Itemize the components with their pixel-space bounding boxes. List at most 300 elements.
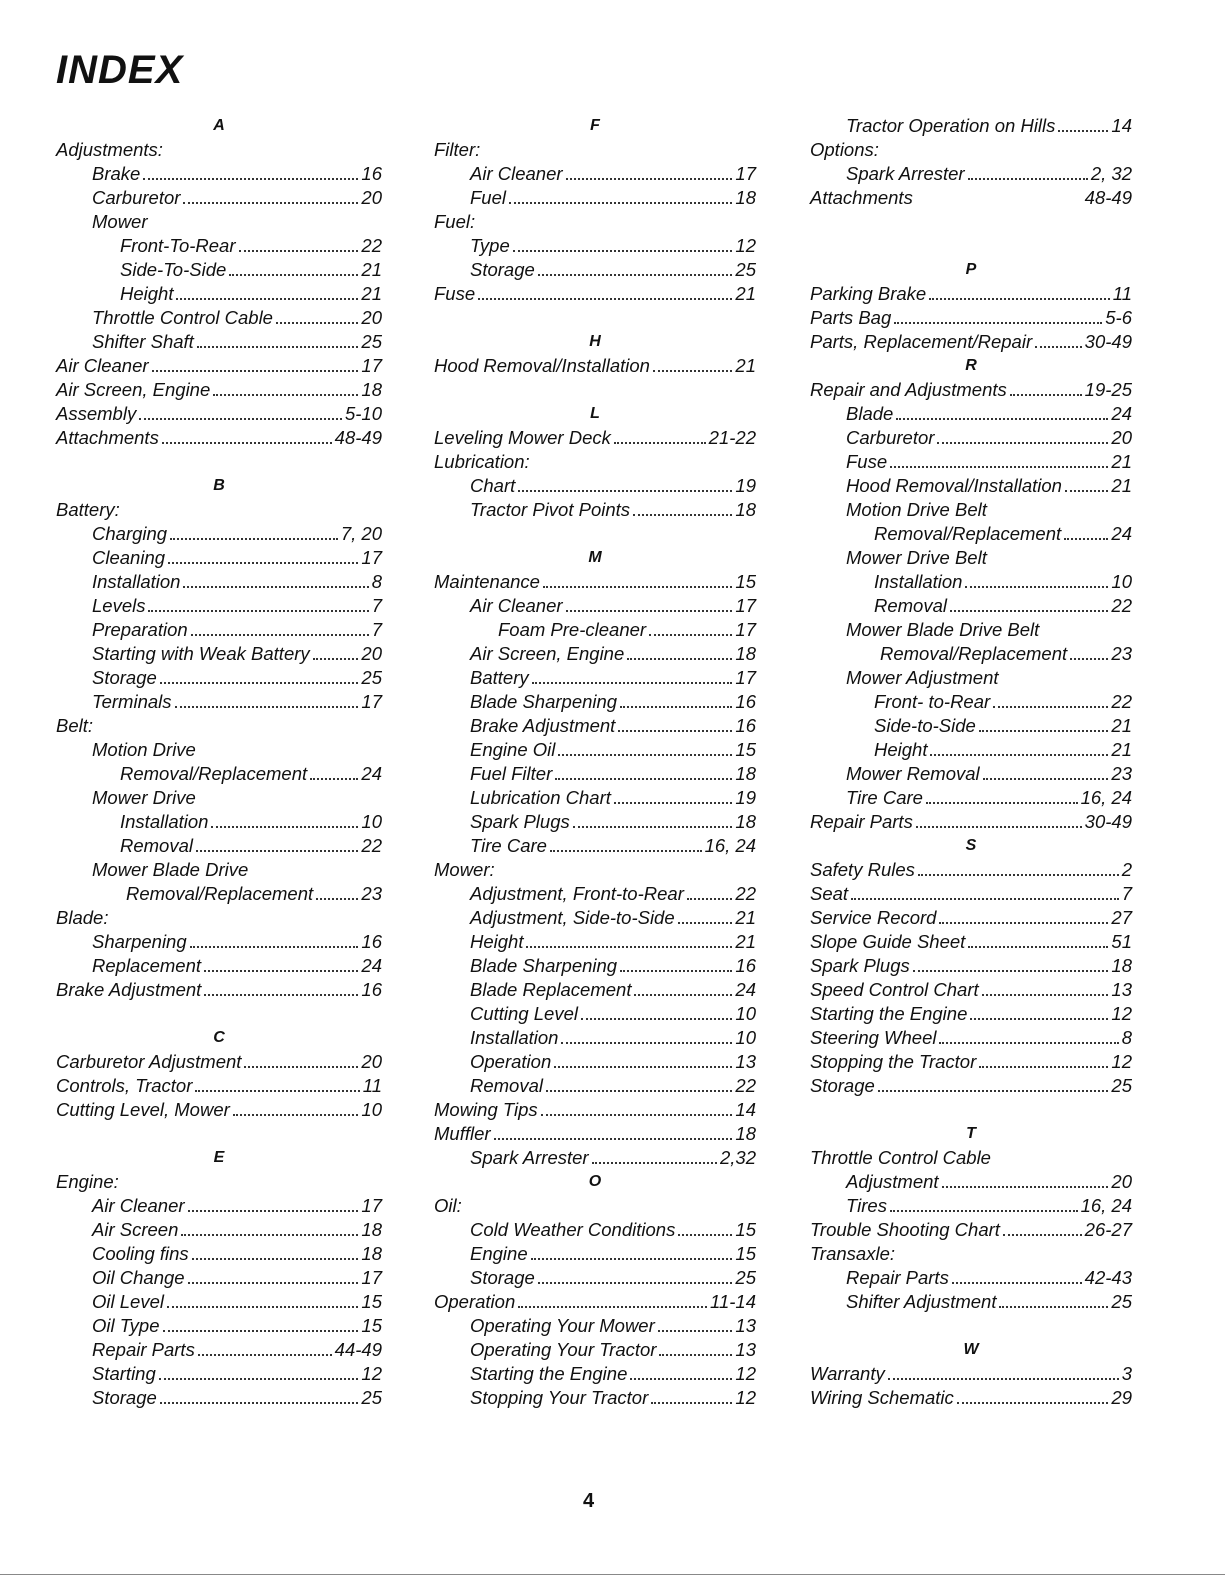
dot-leader bbox=[952, 1282, 1082, 1284]
entry-page: 42-43 bbox=[1084, 1267, 1132, 1288]
dot-leader bbox=[634, 994, 732, 996]
dot-leader bbox=[982, 994, 1109, 996]
dot-leader bbox=[968, 178, 1088, 180]
index-entry bbox=[434, 1074, 756, 1098]
index-entry bbox=[56, 426, 382, 450]
entry-label: Service Record bbox=[810, 907, 937, 928]
entry-label: Cooling fins bbox=[92, 1243, 189, 1264]
entry-label: Cold Weather Conditions bbox=[470, 1219, 676, 1240]
entry-label: Removal/Replacement bbox=[874, 523, 1062, 544]
entry-page: 14 bbox=[1111, 115, 1132, 136]
dot-leader bbox=[541, 1114, 733, 1116]
entry-page: 18 bbox=[735, 763, 756, 784]
section-letter: M bbox=[588, 549, 602, 566]
index-entry bbox=[810, 786, 1132, 810]
dot-leader bbox=[678, 1234, 732, 1236]
dot-leader bbox=[233, 1114, 359, 1116]
entry-label: Mower Blade Drive Belt bbox=[846, 619, 1040, 640]
index-entry bbox=[56, 594, 382, 618]
index-entry bbox=[810, 162, 1132, 186]
index-entry bbox=[434, 714, 756, 738]
entry-page: 20 bbox=[361, 307, 382, 328]
entry-label: Speed Control Chart bbox=[810, 979, 979, 1000]
bottom-rule bbox=[0, 1574, 1225, 1575]
entry-label: Throttle Control Cable bbox=[92, 307, 273, 328]
entry-label: Lubrication Chart bbox=[470, 787, 611, 808]
dot-leader bbox=[183, 586, 368, 588]
entry-label: Height bbox=[120, 283, 174, 304]
index-entry bbox=[810, 666, 1132, 690]
entry-page: 25 bbox=[1111, 1291, 1132, 1312]
entry-page: 16 bbox=[735, 691, 756, 712]
entry-label: Blade bbox=[846, 403, 894, 424]
entry-label: Spark Arrester bbox=[846, 163, 965, 184]
entry-label: Spark Arrester bbox=[470, 1147, 589, 1168]
entry-page: 18 bbox=[735, 811, 756, 832]
dot-leader bbox=[633, 514, 732, 516]
entry-label: Removal bbox=[120, 835, 193, 856]
index-entry bbox=[56, 162, 382, 186]
spacer bbox=[56, 1122, 382, 1146]
entry-label: Air Cleaner bbox=[470, 595, 563, 616]
index-entry bbox=[56, 930, 382, 954]
dot-leader bbox=[195, 1090, 359, 1092]
index-entry bbox=[810, 474, 1132, 498]
section-letter: T bbox=[966, 1125, 976, 1142]
entry-label: Muffler bbox=[434, 1123, 491, 1144]
index-entry bbox=[434, 1242, 756, 1266]
dot-leader bbox=[192, 1258, 359, 1260]
index-entry bbox=[434, 810, 756, 834]
index-entry bbox=[434, 666, 756, 690]
index-entry bbox=[434, 474, 756, 498]
entry-label: Adjustments: bbox=[56, 139, 163, 160]
index-entry bbox=[810, 426, 1132, 450]
entry-page: 10 bbox=[735, 1027, 756, 1048]
entry-label: Storage bbox=[92, 1387, 157, 1408]
dot-leader bbox=[851, 898, 1119, 900]
entry-page: 13 bbox=[1111, 979, 1132, 1000]
dot-leader bbox=[239, 250, 359, 252]
section-letter: B bbox=[213, 477, 225, 494]
entry-label: Fuel: bbox=[434, 211, 476, 232]
entry-page: 16 bbox=[361, 163, 382, 184]
entry-label: Motion Drive bbox=[92, 739, 196, 760]
index-entry bbox=[810, 138, 1132, 162]
entry-label: Brake Adjustment bbox=[470, 715, 616, 736]
index-entry bbox=[810, 1362, 1132, 1386]
index-entry bbox=[56, 1194, 382, 1218]
entry-page: 48-49 bbox=[1084, 187, 1132, 208]
entry-page: 22 bbox=[1111, 691, 1132, 712]
entry-page: 20 bbox=[361, 1051, 382, 1072]
entry-label: Mower Blade Drive bbox=[92, 859, 249, 880]
index-entry bbox=[56, 786, 382, 810]
entry-page: 21-22 bbox=[708, 427, 756, 448]
entry-label: Storage bbox=[470, 259, 535, 280]
entry-label: Shifter Adjustment bbox=[846, 1291, 997, 1312]
dot-leader bbox=[979, 1066, 1108, 1068]
entry-label: Starting bbox=[92, 1363, 156, 1384]
entry-label: Replacement bbox=[92, 955, 202, 976]
entry-label: Wiring Schematic bbox=[810, 1387, 954, 1408]
entry-page: 23 bbox=[361, 883, 382, 904]
dot-leader bbox=[1065, 490, 1108, 492]
entry-label: Seat bbox=[810, 883, 849, 904]
entry-label: Air Screen bbox=[92, 1219, 179, 1240]
entry-label: Slope Guide Sheet bbox=[810, 931, 966, 952]
index-entry bbox=[810, 186, 1132, 210]
entry-label: Installation bbox=[92, 571, 181, 592]
index-entry bbox=[434, 1002, 756, 1026]
dot-leader bbox=[1058, 130, 1108, 132]
dot-leader bbox=[555, 778, 732, 780]
entry-page: 12 bbox=[361, 1363, 382, 1384]
index-entry bbox=[56, 1386, 382, 1410]
entry-label: Repair Parts bbox=[846, 1267, 949, 1288]
entry-label: Removal bbox=[874, 595, 947, 616]
dot-leader bbox=[183, 202, 358, 204]
index-entry bbox=[56, 618, 382, 642]
index-entry bbox=[810, 1026, 1132, 1050]
index-entry bbox=[56, 234, 382, 258]
entry-label: Mower bbox=[92, 211, 148, 232]
entry-page: 8 bbox=[1121, 1027, 1132, 1048]
entry-page: 16 bbox=[361, 931, 382, 952]
spacer bbox=[56, 450, 382, 474]
entry-page: 12 bbox=[1111, 1051, 1132, 1072]
entry-page: 19 bbox=[735, 787, 756, 808]
index-entry bbox=[434, 162, 756, 186]
index-entry bbox=[434, 282, 756, 306]
entry-page: 19 bbox=[735, 475, 756, 496]
entry-label: Storage bbox=[92, 667, 157, 688]
dot-leader bbox=[970, 1018, 1108, 1020]
entry-label: Starting the Engine bbox=[470, 1363, 628, 1384]
entry-label: Blade Sharpening bbox=[470, 691, 618, 712]
dot-leader bbox=[518, 490, 732, 492]
entry-page: 17 bbox=[361, 1267, 382, 1288]
index-entry bbox=[56, 354, 382, 378]
dot-leader bbox=[148, 610, 368, 612]
dot-leader bbox=[244, 1066, 358, 1068]
index-entry bbox=[434, 1146, 756, 1170]
entry-label: Air Screen, Engine bbox=[56, 379, 211, 400]
entry-page: 24 bbox=[1111, 403, 1132, 424]
index-entry bbox=[810, 906, 1132, 930]
spacer bbox=[56, 1002, 382, 1026]
index-entry bbox=[434, 858, 756, 882]
entry-page: 10 bbox=[361, 1099, 382, 1120]
entry-label: Engine bbox=[470, 1243, 528, 1264]
index-column-1 bbox=[56, 114, 382, 1410]
entry-label: Throttle Control Cable bbox=[810, 1147, 991, 1168]
dot-leader bbox=[313, 658, 359, 660]
entry-label: Blade Sharpening bbox=[470, 955, 618, 976]
dot-leader bbox=[204, 994, 358, 996]
entry-label: Fuel bbox=[470, 187, 506, 208]
entry-label: Repair Parts bbox=[810, 811, 913, 832]
index-entry bbox=[434, 786, 756, 810]
entry-label: Mower: bbox=[434, 859, 495, 880]
dot-leader bbox=[942, 1186, 1109, 1188]
index-entry bbox=[810, 402, 1132, 426]
index-entry bbox=[810, 1266, 1132, 1290]
entry-label: Leveling Mower Deck bbox=[434, 427, 611, 448]
index-entry bbox=[56, 498, 382, 522]
dot-leader bbox=[478, 298, 732, 300]
entry-label: Tractor Operation on Hills bbox=[846, 115, 1056, 136]
index-entry bbox=[56, 138, 382, 162]
entry-label: Front-To-Rear bbox=[120, 235, 236, 256]
index-entry bbox=[434, 1218, 756, 1242]
index-entry bbox=[434, 762, 756, 786]
dot-leader bbox=[678, 922, 733, 924]
dot-leader bbox=[630, 1378, 732, 1380]
section-letter: C bbox=[213, 1029, 225, 1046]
index-entry bbox=[810, 1386, 1132, 1410]
index-entry bbox=[56, 306, 382, 330]
entry-label: Tire Care bbox=[846, 787, 923, 808]
entry-page: 25 bbox=[361, 331, 382, 352]
entry-label: Preparation bbox=[92, 619, 188, 640]
index-entry bbox=[56, 882, 382, 906]
entry-label: Removal/Replacement bbox=[880, 643, 1068, 664]
index-entry bbox=[56, 858, 382, 882]
entry-label: Spark Plugs bbox=[470, 811, 570, 832]
entry-label: Belt: bbox=[56, 715, 94, 736]
entry-label: Spark Plugs bbox=[810, 955, 910, 976]
entry-page: 13 bbox=[735, 1339, 756, 1360]
index-entry bbox=[810, 594, 1132, 618]
entry-label: Stopping Your Tractor bbox=[470, 1387, 649, 1408]
entry-page: 22 bbox=[361, 835, 382, 856]
entry-label: Brake Adjustment bbox=[56, 979, 202, 1000]
index-entry bbox=[810, 330, 1132, 354]
index-entry bbox=[56, 1362, 382, 1386]
dot-leader bbox=[538, 1282, 733, 1284]
index-entry bbox=[56, 738, 382, 762]
dot-leader bbox=[167, 1306, 358, 1308]
index-entry bbox=[810, 1146, 1132, 1170]
index-entry bbox=[434, 234, 756, 258]
entry-page: 17 bbox=[735, 667, 756, 688]
dot-leader bbox=[950, 610, 1108, 612]
index-entry bbox=[56, 690, 382, 714]
entry-label: Parts Bag bbox=[810, 307, 892, 328]
entry-page: 20 bbox=[1111, 1171, 1132, 1192]
entry-label: Stopping the Tractor bbox=[810, 1051, 977, 1072]
index-entry bbox=[810, 1170, 1132, 1194]
dot-leader bbox=[653, 370, 732, 372]
index-entry bbox=[810, 858, 1132, 882]
entry-label: Repair and Adjustments bbox=[810, 379, 1007, 400]
entry-page: 21 bbox=[735, 907, 756, 928]
entry-page: 25 bbox=[735, 259, 756, 280]
entry-page: 14 bbox=[735, 1099, 756, 1120]
entry-label: Oil Type bbox=[92, 1315, 160, 1336]
index-entry bbox=[434, 210, 756, 234]
section-letter: O bbox=[588, 1173, 602, 1190]
entry-label: Battery: bbox=[56, 499, 120, 520]
entry-page: 10 bbox=[735, 1003, 756, 1024]
entry-page: 23 bbox=[1111, 763, 1132, 784]
dot-leader bbox=[888, 1378, 1119, 1380]
dot-leader bbox=[957, 1402, 1109, 1404]
dot-leader bbox=[538, 274, 733, 276]
dot-leader bbox=[532, 682, 733, 684]
section-letter: S bbox=[965, 837, 977, 854]
index-entry bbox=[810, 1290, 1132, 1314]
dot-leader bbox=[550, 850, 702, 852]
section-letter: L bbox=[590, 405, 600, 422]
dot-leader bbox=[276, 322, 358, 324]
entry-page: 51 bbox=[1111, 931, 1132, 952]
entry-label: Operating Your Mower bbox=[470, 1315, 655, 1336]
section-letter: F bbox=[590, 117, 600, 134]
dot-leader bbox=[513, 250, 733, 252]
section-letter: R bbox=[965, 357, 977, 374]
index-entry bbox=[56, 762, 382, 786]
index-entry bbox=[56, 378, 382, 402]
entry-page: 18 bbox=[361, 1243, 382, 1264]
index-entry bbox=[810, 930, 1132, 954]
index-entry bbox=[56, 258, 382, 282]
dot-leader bbox=[160, 1402, 359, 1404]
spacer bbox=[434, 378, 756, 402]
entry-page: 11 bbox=[362, 1075, 382, 1096]
entry-page: 44-49 bbox=[334, 1339, 382, 1360]
entry-page: 12 bbox=[1111, 1003, 1132, 1024]
entry-page: 16, 24 bbox=[704, 835, 756, 856]
index-entry bbox=[56, 546, 382, 570]
spacer bbox=[810, 1314, 1132, 1338]
index-entry bbox=[434, 1194, 756, 1218]
dot-leader bbox=[229, 274, 358, 276]
entry-label: Filter: bbox=[434, 139, 481, 160]
index-entry bbox=[434, 690, 756, 714]
index-entry bbox=[434, 138, 756, 162]
entry-label: Safety Rules bbox=[810, 859, 915, 880]
entry-page: 12 bbox=[735, 235, 756, 256]
entry-label: Hood Removal/Installation bbox=[434, 355, 650, 376]
index-entry bbox=[434, 978, 756, 1002]
entry-label: Brake bbox=[92, 163, 141, 184]
entry-page: 15 bbox=[735, 1219, 756, 1240]
entry-label: Blade Replacement bbox=[470, 979, 632, 1000]
dot-leader bbox=[1010, 394, 1082, 396]
entry-page: 26-27 bbox=[1084, 1219, 1132, 1240]
index-entry bbox=[810, 1050, 1132, 1074]
index-entry bbox=[434, 570, 756, 594]
entry-label: Mower Drive bbox=[92, 787, 196, 808]
entry-page: 17 bbox=[361, 355, 382, 376]
index-entry bbox=[434, 738, 756, 762]
entry-page: 16, 24 bbox=[1080, 787, 1132, 808]
dot-leader bbox=[494, 1138, 733, 1140]
index-entry bbox=[56, 954, 382, 978]
entry-page: 18 bbox=[735, 643, 756, 664]
entry-page: 16 bbox=[735, 715, 756, 736]
dot-leader bbox=[213, 394, 358, 396]
spacer bbox=[434, 306, 756, 330]
dot-leader bbox=[890, 1210, 1078, 1212]
index-entry bbox=[434, 642, 756, 666]
index-entry bbox=[810, 378, 1132, 402]
entry-label: Installation bbox=[470, 1027, 559, 1048]
entry-label: Blade: bbox=[56, 907, 109, 928]
entry-page: 17 bbox=[735, 619, 756, 640]
page-number: 4 bbox=[583, 1490, 595, 1512]
entry-label: Oil Level bbox=[92, 1291, 164, 1312]
entry-label: Removal/Replacement bbox=[126, 883, 314, 904]
index-entry bbox=[56, 714, 382, 738]
entry-label: Charging bbox=[92, 523, 168, 544]
index-entry bbox=[434, 258, 756, 282]
index-entry bbox=[810, 570, 1132, 594]
entry-page: 16 bbox=[361, 979, 382, 1000]
entry-page: 17 bbox=[735, 595, 756, 616]
entry-label: Mower Adjustment bbox=[846, 667, 999, 688]
dot-leader bbox=[160, 682, 359, 684]
entry-page: 20 bbox=[361, 643, 382, 664]
entry-label: Removal bbox=[470, 1075, 543, 1096]
index-entry bbox=[434, 834, 756, 858]
dot-leader bbox=[620, 706, 732, 708]
index-entry bbox=[434, 1050, 756, 1074]
entry-label: Air Cleaner bbox=[92, 1195, 185, 1216]
entry-label: Assembly bbox=[56, 403, 137, 424]
index-entry bbox=[810, 546, 1132, 570]
dot-leader bbox=[316, 898, 358, 900]
index-entry bbox=[434, 498, 756, 522]
entry-page: 22 bbox=[735, 883, 756, 904]
dot-leader bbox=[993, 706, 1108, 708]
dot-leader bbox=[573, 826, 733, 828]
entry-page: 21 bbox=[735, 283, 756, 304]
entry-label: Operation bbox=[434, 1291, 516, 1312]
spacer bbox=[810, 210, 1132, 234]
entry-page: 12 bbox=[735, 1387, 756, 1408]
entry-page: 8 bbox=[371, 571, 382, 592]
index-entry bbox=[810, 882, 1132, 906]
dot-leader bbox=[658, 1330, 733, 1332]
entry-label: Motion Drive Belt bbox=[846, 499, 987, 520]
index-entry bbox=[434, 1338, 756, 1362]
entry-page: 15 bbox=[735, 1243, 756, 1264]
entry-label: Carburetor bbox=[92, 187, 181, 208]
entry-page: 18 bbox=[361, 379, 382, 400]
index-entry bbox=[810, 1194, 1132, 1218]
entry-label: Storage bbox=[470, 1267, 535, 1288]
index-entry bbox=[810, 1002, 1132, 1026]
dot-leader bbox=[614, 802, 733, 804]
index-entry bbox=[56, 1290, 382, 1314]
index-entry bbox=[56, 1218, 382, 1242]
entry-page: 21 bbox=[735, 355, 756, 376]
dot-leader bbox=[581, 1018, 732, 1020]
entry-page: 24 bbox=[1111, 523, 1132, 544]
dot-leader bbox=[894, 322, 1102, 324]
dot-leader bbox=[618, 730, 732, 732]
section-letter: H bbox=[589, 333, 601, 350]
entry-page: 13 bbox=[735, 1315, 756, 1336]
dot-leader bbox=[197, 346, 359, 348]
dot-leader bbox=[191, 634, 369, 636]
section-letter: A bbox=[213, 117, 225, 134]
entry-label: Front- to-Rear bbox=[874, 691, 991, 712]
entry-page: 12 bbox=[735, 1363, 756, 1384]
